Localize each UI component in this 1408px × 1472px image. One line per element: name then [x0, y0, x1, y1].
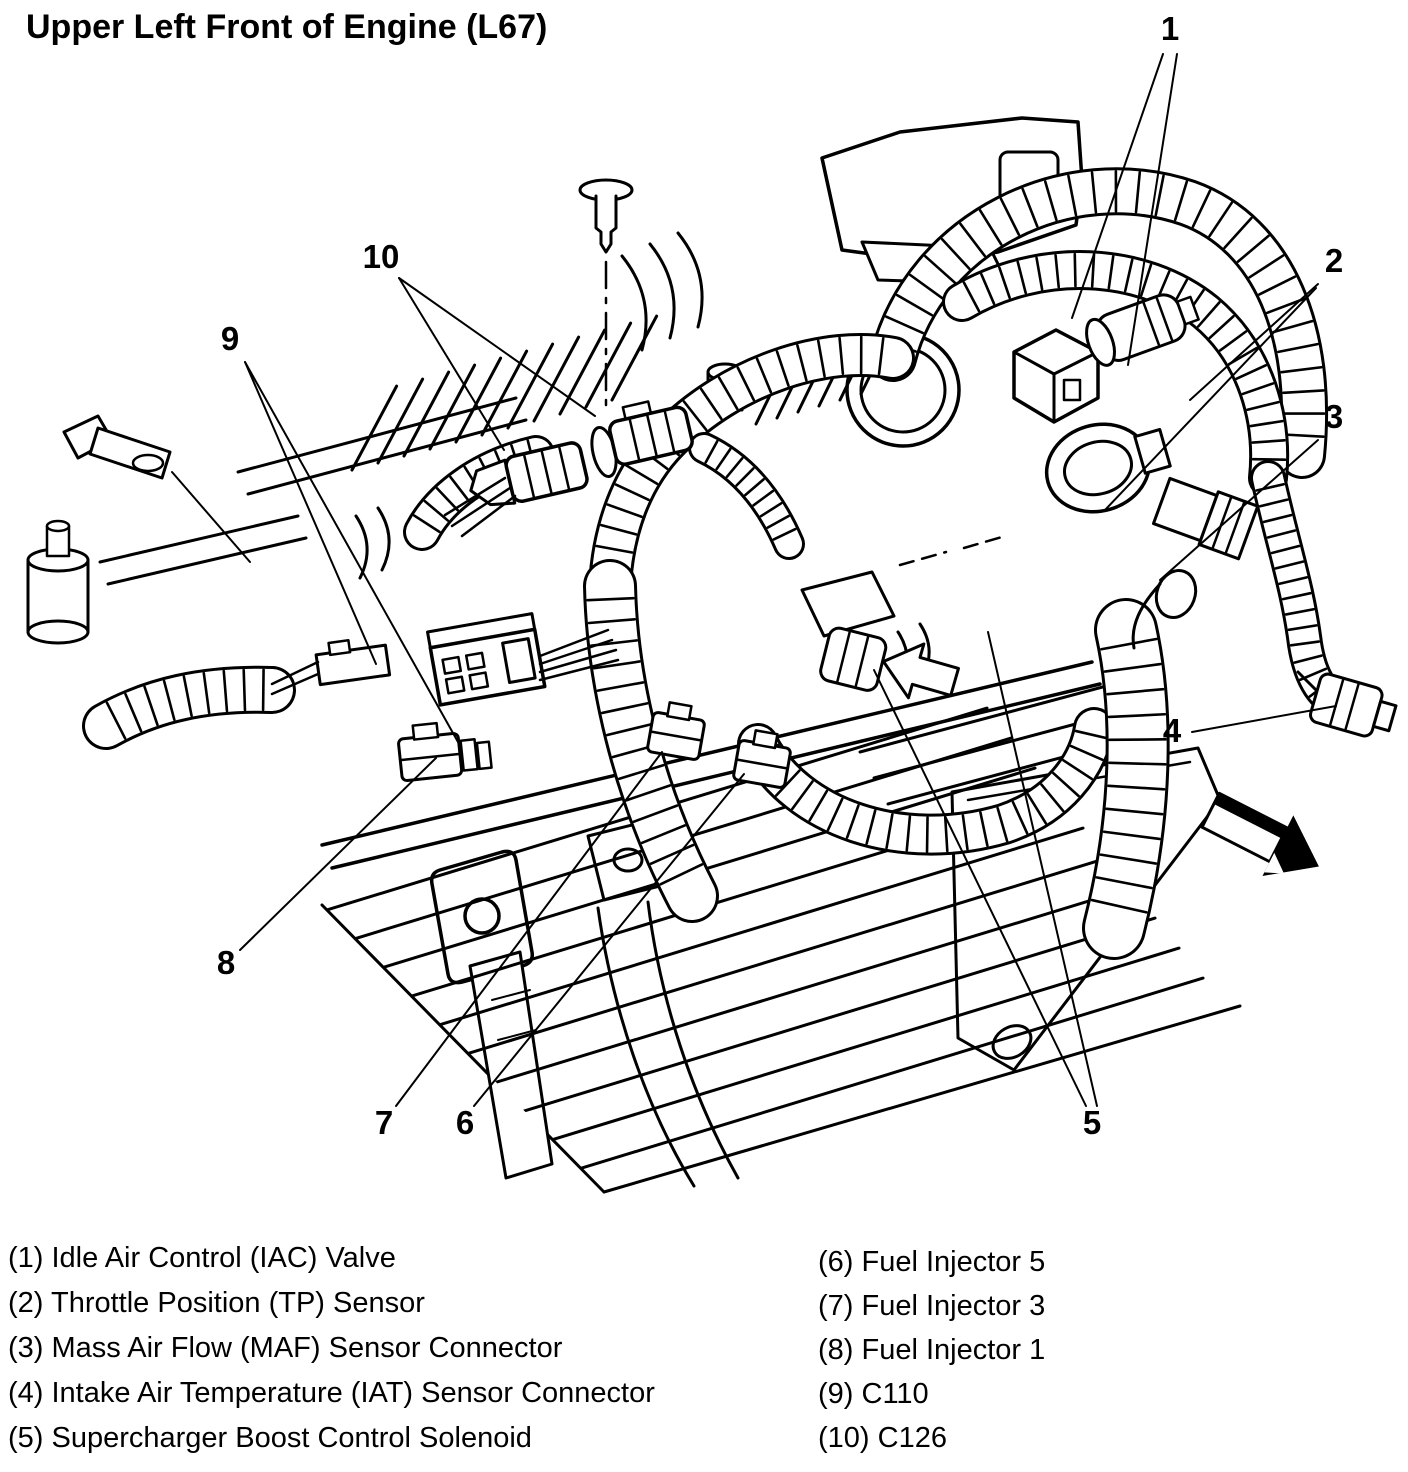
- callout-number-6: 6: [455, 1104, 475, 1141]
- left-cylinder: [28, 521, 88, 643]
- legend-item: (3) Mass Air Flow (MAF) Sensor Connector: [8, 1332, 563, 1364]
- harness-clip: [64, 416, 250, 562]
- legend-item: (5) Supercharger Boost Control Solenoid: [8, 1422, 532, 1454]
- legend-item: (6) Fuel Injector 5: [818, 1246, 1046, 1278]
- retaining-pin: [580, 180, 632, 408]
- callout-number-5: 5: [1082, 1104, 1102, 1141]
- injector1-connector: [397, 718, 492, 781]
- leader-line: [245, 362, 376, 664]
- c110-connector: [272, 614, 618, 705]
- callout-number-2: 2: [1324, 242, 1344, 279]
- legend-column-right: [818, 1240, 1045, 1460]
- direction-arrow-icon: [1195, 781, 1335, 897]
- corrugated-loom: [106, 670, 272, 739]
- legend-item: (7) Fuel Injector 3: [818, 1290, 1046, 1322]
- callout-number-8: 8: [216, 944, 236, 981]
- callout-10: [363, 238, 595, 450]
- legend-column-left: [8, 1236, 655, 1461]
- iac-valve: [1014, 330, 1098, 422]
- legend-item: (4) Intake Air Temperature (IAT) Sensor Connector: [8, 1377, 655, 1409]
- leader-line: [399, 278, 595, 416]
- callout-number-3: 3: [1324, 398, 1344, 435]
- callout-number-4: 4: [1162, 712, 1182, 749]
- callout-number-9: 9: [220, 320, 240, 357]
- wiring-harness-looms: [106, 171, 1342, 928]
- legend-item: (1) Idle Air Control (IAC) Valve: [8, 1242, 396, 1274]
- legend-item: (10) C126: [818, 1422, 947, 1454]
- callout-number-10: 10: [362, 238, 400, 275]
- callout-8: [217, 758, 436, 981]
- page-title: Upper Left Front of Engine (L67): [26, 8, 548, 46]
- tp-sensor: [1036, 407, 1177, 523]
- corrugated-loom: [704, 441, 795, 544]
- legend-item: (2) Throttle Position (TP) Sensor: [8, 1287, 425, 1319]
- callout-number-1: 1: [1160, 10, 1180, 47]
- legend-item: (9) C110: [818, 1378, 929, 1410]
- callout-number-7: 7: [374, 1104, 394, 1141]
- injector3-connector: [647, 700, 707, 760]
- legend-item: (8) Fuel Injector 1: [818, 1334, 1046, 1366]
